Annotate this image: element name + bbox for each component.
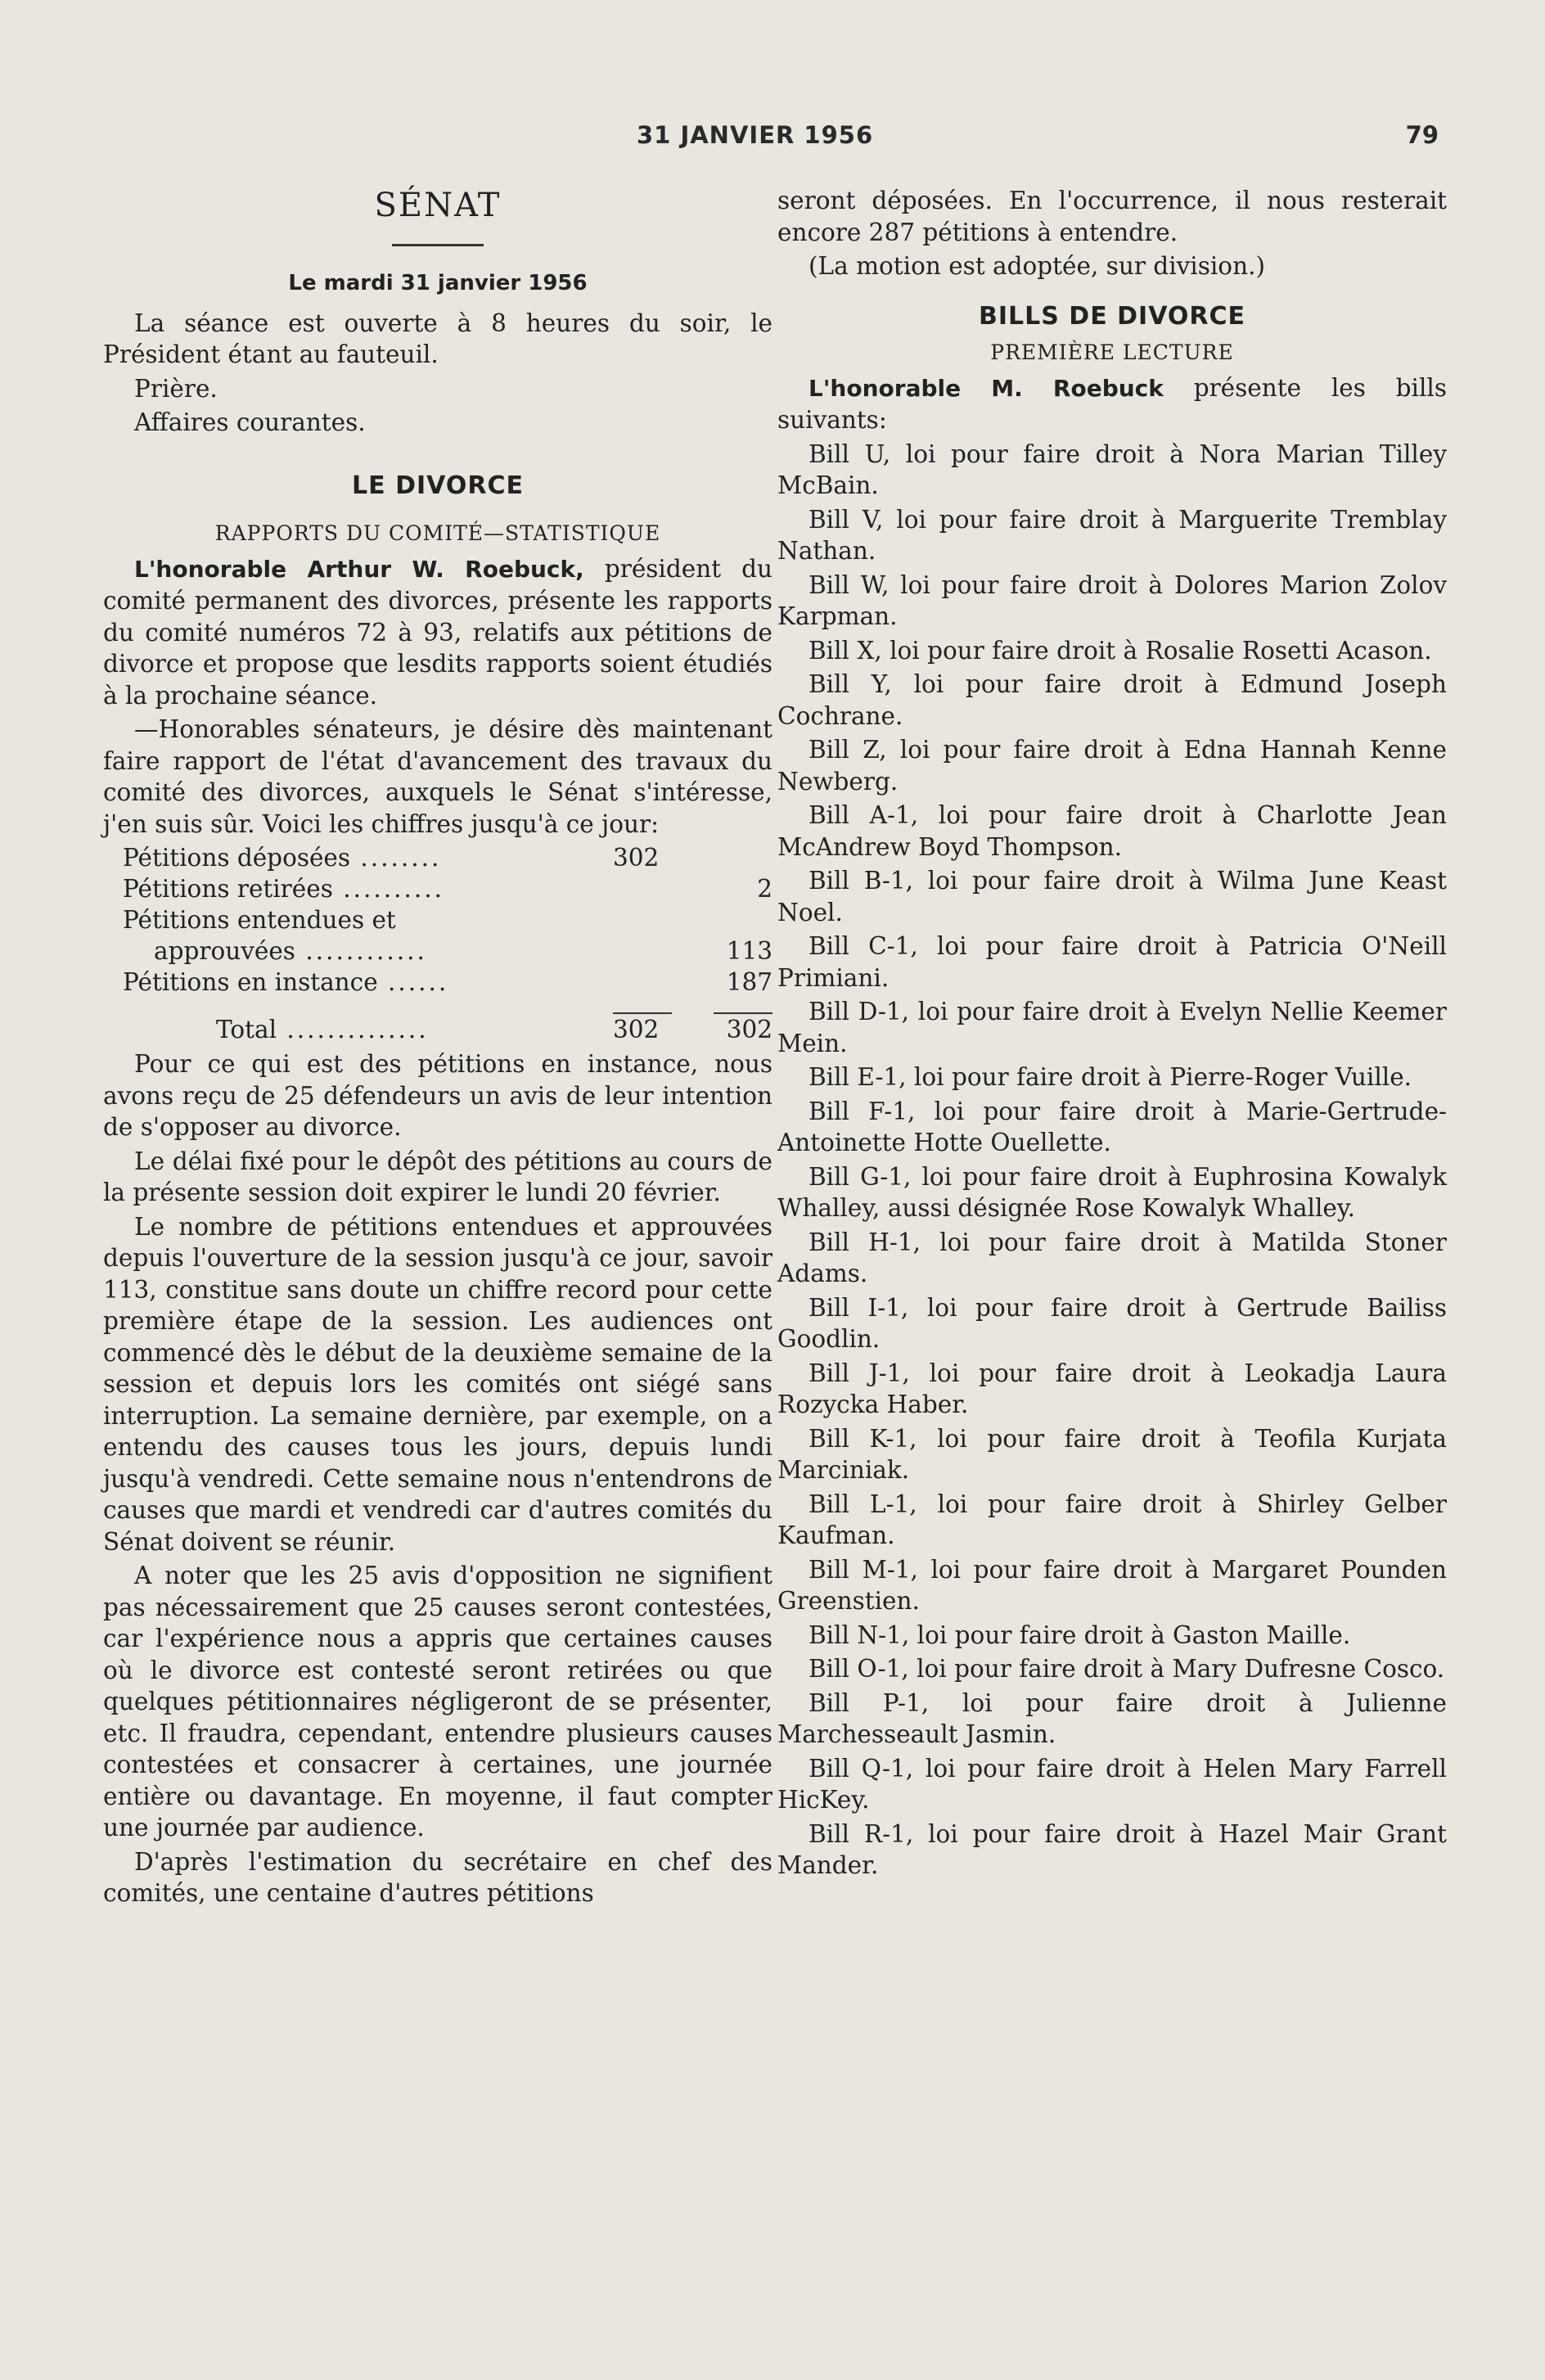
right-column: [777, 185, 1447, 1884]
progress-paragraph: —Honorables sénateurs, je désire dès maintenant faire rapport de l'état d'avancement des travaux du comité des divorces, auxquels le Sénat s'intéresse, j'en suis sûr. Voici les chiffres jusqu'à ce jour:: [103, 715, 772, 838]
bills-intro-text: présente les bills suivants:: [777, 373, 1447, 434]
instance-paragraph: Pour ce qui est des pétitions en instance, nous avons reçu de 25 défendeurs un avis de leur intention de s'opposer au divorce.: [103, 1050, 772, 1141]
bill-item: Bill X, loi pour faire droit à Rosalie Rosetti Acason.: [809, 636, 1432, 665]
stats-label: Pétitions en instance ......: [123, 968, 449, 996]
divorce-heading: LE DIVORCE: [352, 471, 524, 500]
running-header: [0, 121, 1545, 154]
bill-item: Bill F-1, loi pour faire droit à Marie-Gertrude-Antoinette Hotte Ouellette.: [777, 1097, 1447, 1156]
bill-item: Bill K-1, loi pour faire droit à Teofila Kurjata Marciniak.: [777, 1424, 1447, 1484]
stats-value: 2: [757, 875, 772, 903]
record-paragraph: Le nombre de pétitions entendues et approuvées depuis l'ouverture de la session jusqu'à ce jour, savoir 113, constitue sans doute un chiffre record pour cette première étape de la session. Les audiences ont commencé dès le début de la deuxième semaine de la session et depuis lors les comités ont siégé sans interruption. La semaine dernière, par exemple, on a entendu des causes tous les jours, depuis lundi jusqu'à vendredi. Cette semaine nous n'entendrons de causes que mardi et vendredi car d'autres comités du Sénat doivent se réunir.: [103, 1212, 772, 1556]
priere-line: Prière.: [134, 374, 218, 403]
stats-rule-row: [123, 998, 772, 1014]
stats-label: approuvées ............: [154, 937, 427, 965]
bill-item: Bill D-1, loi pour faire droit à Evelyn Nellie Keemer Mein.: [777, 998, 1447, 1057]
bill-item: Bill Q-1, loi pour faire droit à Helen Mary Farrell HicKey.: [777, 1754, 1447, 1814]
bill-item: Bill G-1, loi pour faire droit à Euphrosina Kowalyk Whalley, aussi désignée Rose Kowalyk Whalley.: [777, 1162, 1447, 1222]
page-number: 79: [1405, 121, 1439, 149]
stats-total-row: [123, 1014, 772, 1045]
stats-label: Pétitions retirées ..........: [123, 875, 444, 903]
bill-item: Bill W, loi pour faire droit à Dolores Marion Zolov Karpman.: [777, 570, 1447, 630]
stats-row: [123, 935, 772, 967]
motion-line: (La motion est adoptée, sur division.): [809, 252, 1265, 280]
stats-value: 302: [612, 1016, 660, 1044]
sitting-date: Le mardi 31 janvier 1956: [288, 271, 588, 295]
bill-item: Bill O-1, loi pour faire droit à Mary Dufresne Cosco.: [809, 1655, 1445, 1683]
stats-row: [123, 967, 772, 998]
opposition-paragraph: A noter que les 25 avis d'opposition ne signifient pas nécessairement que 25 causes seront contestées, car l'expérience nous a appris que certaines causes où le divorce est contesté seront retirées ou que quelques pétitionnaires négligeront de se présenter, etc. Il fraudra, cependant, entendre plusieurs causes contestées et consacrer à certaines, une journée entière ou davantage. En moyenne, il faut compter une journée par audience.: [103, 1562, 772, 1841]
speaker-name: L'honorable Arthur W. Roebuck,: [134, 555, 584, 583]
stats-label: Pétitions déposées ........: [123, 844, 442, 872]
deadline-paragraph: Le délai fixé pour le dépôt des pétitions au cours de la présente session doit expirer le lundi 20 février.: [103, 1147, 772, 1206]
header-date: 31 JANVIER 1956: [637, 121, 874, 149]
bill-item: Bill A-1, loi pour faire droit à Charlotte Jean McAndrew Boyd Thompson.: [777, 801, 1447, 861]
section-title: SÉNAT: [374, 187, 502, 224]
bill-item: Bill U, loi pour faire droit à Nora Marian Tilley McBain.: [777, 439, 1447, 499]
stats-row: [123, 904, 772, 935]
bill-item: Bill H-1, loi pour faire droit à Matilda Stoner Adams.: [777, 1228, 1447, 1287]
bill-item: Bill R-1, loi pour faire droit à Hazel Mair Grant Mander.: [777, 1819, 1447, 1879]
estimate-paragraph: D'après l'estimation du secrétaire en chef des comités, une centaine d'autres pétitions: [103, 1847, 772, 1907]
bill-item: Bill I-1, loi pour faire droit à Gertrude Bailiss Goodlin.: [777, 1293, 1447, 1353]
bill-item: Bill V, loi pour faire droit à Marguerite Tremblay Nathan.: [777, 505, 1447, 565]
roebuck-paragraph: [103, 553, 772, 712]
petition-stats-table: [123, 842, 772, 1045]
bill-item: Bill B-1, loi pour faire droit à Wilma June Keast Noel.: [777, 867, 1447, 926]
affaires-line: Affaires courantes.: [134, 408, 366, 436]
stats-row: [123, 842, 772, 873]
bill-item: Bill N-1, loi pour faire droit à Gaston Maille.: [809, 1620, 1351, 1649]
continuation-paragraph: seront déposées. En l'occurrence, il nous resterait encore 287 pétitions à entendre.: [777, 187, 1447, 246]
bill-item: Bill M-1, loi pour faire droit à Margaret Pounden Greenstien.: [777, 1555, 1447, 1615]
stats-value: 187: [726, 968, 772, 996]
stats-value: 113: [726, 937, 772, 965]
stats-label: Total ..............: [216, 1016, 429, 1044]
roebuck-paragraph-text: président du comité permanent des divorces, présente les rapports du comité numéros 72 à 93, relatifs aux pétitions de divorce et propose que lesdits rapports soient étudiés à la prochaine séance.: [103, 554, 772, 710]
speaker-name: L'honorable M. Roebuck: [809, 374, 1164, 402]
stats-value: 302: [612, 844, 660, 872]
first-reading-subheading: PREMIÈRE LECTURE: [990, 340, 1234, 364]
bill-list: [777, 439, 1447, 1882]
bills-heading: BILLS DE DIVORCE: [978, 301, 1246, 331]
stats-row: [123, 873, 772, 904]
bill-item: Bill Y, loi pour faire droit à Edmund Joseph Cochrane.: [777, 670, 1447, 730]
bill-item: Bill E-1, loi pour faire droit à Pierre-Roger Vuille.: [809, 1063, 1412, 1091]
stats-value: [697, 842, 772, 873]
stats-value: 302: [726, 1016, 772, 1044]
bill-item: Bill C-1, loi pour faire droit à Patricia O'Neill Primiani.: [777, 932, 1447, 992]
bills-intro: [777, 372, 1447, 436]
bill-item: Bill Z, loi pour faire droit à Edna Hannah Kenne Newberg.: [777, 736, 1447, 796]
report-subheading: RAPPORTS DU COMITÉ—STATISTIQUE: [214, 521, 661, 545]
bill-item: Bill P-1, loi pour faire droit à Julienne Marchesseault Jasmin.: [777, 1688, 1447, 1748]
bill-item: Bill J-1, loi pour faire droit à Leokadja Laura Rozycka Haber.: [777, 1359, 1447, 1418]
opening-paragraph: La séance est ouverte à 8 heures du soir, le Président étant au fauteuil.: [103, 309, 772, 368]
title-rule: [392, 244, 484, 246]
left-column: [103, 185, 772, 1912]
stats-label: Pétitions entendues et: [123, 906, 396, 934]
bill-item: Bill L-1, loi pour faire droit à Shirley Gelber Kaufman.: [777, 1490, 1447, 1549]
